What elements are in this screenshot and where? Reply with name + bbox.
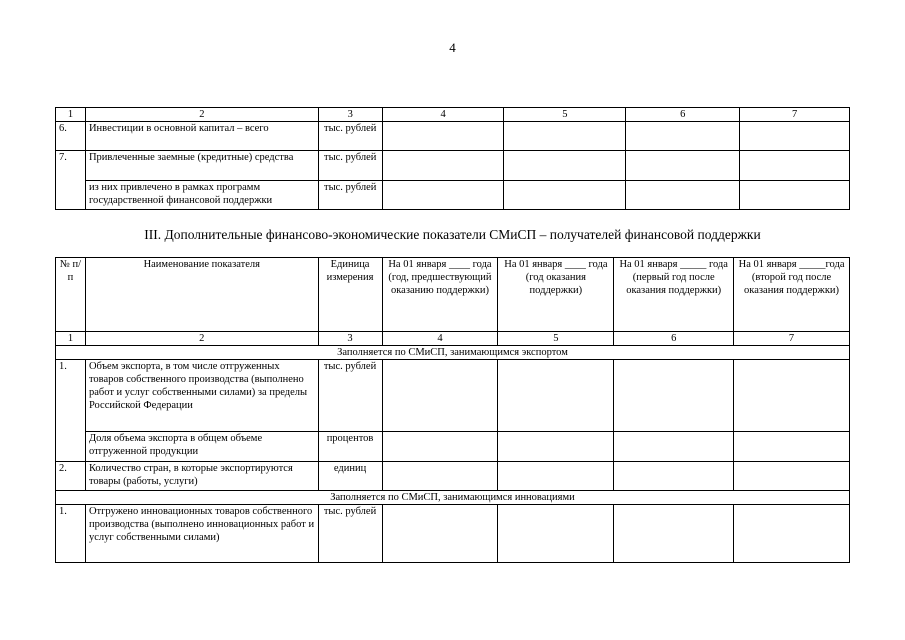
value-cell[interactable] (504, 122, 626, 151)
unit-cell: тыс. рублей (318, 505, 382, 563)
header-number: № п/п (56, 258, 86, 332)
table-row (56, 151, 850, 181)
value-cell[interactable] (740, 181, 850, 210)
value-cell[interactable] (626, 122, 740, 151)
value-cell[interactable] (734, 505, 850, 563)
value-cell[interactable] (734, 432, 850, 462)
innovation-section-label: Заполняется по СМиСП, занимающимся инновациями (56, 491, 850, 505)
additional-indicators-table (55, 257, 850, 563)
row-number: 6. (56, 122, 86, 151)
header-year-support: На 01 января ____ года (год оказания поддержки) (498, 258, 614, 332)
column-number: 7 (734, 332, 850, 346)
unit-cell: единиц (318, 462, 382, 491)
table-row (56, 181, 850, 210)
value-cell[interactable] (382, 432, 498, 462)
table-row (56, 432, 850, 462)
indicator-name: Количество стран, в которые экспортируются товары (работы, услуги) (85, 462, 318, 491)
value-cell[interactable] (382, 462, 498, 491)
unit-cell: процентов (318, 432, 382, 462)
value-cell[interactable] (614, 505, 734, 563)
value-cell[interactable] (626, 181, 740, 210)
table-row (56, 122, 850, 151)
export-section-label: Заполняется по СМиСП, занимающимся экспортом (56, 346, 850, 360)
column-number: 6 (626, 108, 740, 122)
row-number: 1. (56, 360, 86, 462)
table-row (56, 360, 850, 432)
value-cell[interactable] (382, 181, 504, 210)
header-row (56, 258, 850, 332)
column-number: 3 (318, 108, 382, 122)
column-number: 4 (382, 108, 504, 122)
indicator-name: Привлеченные заемные (кредитные) средства (85, 151, 318, 181)
section-row-innovation (56, 491, 850, 505)
value-cell[interactable] (734, 462, 850, 491)
value-cell[interactable] (382, 505, 498, 563)
value-cell[interactable] (734, 360, 850, 432)
unit-cell: тыс. рублей (318, 181, 382, 210)
value-cell[interactable] (614, 360, 734, 432)
column-number: 5 (504, 108, 626, 122)
column-number: 2 (85, 108, 318, 122)
value-cell[interactable] (504, 181, 626, 210)
column-number: 1 (56, 108, 86, 122)
indicator-name: Отгружено инновационных товаров собственного производства (выполнено инновационных работ и услуг собственными силами) (85, 505, 318, 563)
indicator-name: из них привлечено в рамках программ государственной финансовой поддержки (85, 181, 318, 210)
header-year-before: На 01 января ____ года (год, предшествующий оказанию поддержки) (382, 258, 498, 332)
column-number: 4 (382, 332, 498, 346)
header-indicator-name: Наименование показателя (85, 258, 318, 332)
section-title: III. Дополнительные финансово-экономические показатели СМиСП – получателей финансовой поддержки (144, 227, 761, 242)
indicator-name: Объем экспорта, в том числе отгруженных товаров собственного производства (выполнено работ и услуг собственными силами) за пределы Российской Федерации (85, 360, 318, 432)
column-number-row (56, 332, 850, 346)
value-cell[interactable] (740, 122, 850, 151)
column-number: 6 (614, 332, 734, 346)
value-cell[interactable] (614, 432, 734, 462)
table-row (56, 462, 850, 491)
unit-cell: тыс. рублей (318, 122, 382, 151)
value-cell[interactable] (498, 432, 614, 462)
value-cell[interactable] (382, 360, 498, 432)
value-cell[interactable] (382, 151, 504, 181)
column-number: 1 (56, 332, 86, 346)
row-number: 2. (56, 462, 86, 491)
table-row (56, 505, 850, 563)
value-cell[interactable] (626, 151, 740, 181)
value-cell[interactable] (614, 462, 734, 491)
indicator-name: Доля объема экспорта в общем объеме отгруженной продукции (85, 432, 318, 462)
column-number: 7 (740, 108, 850, 122)
column-number-row (56, 108, 850, 122)
header-unit: Единица измерения (318, 258, 382, 332)
value-cell[interactable] (498, 462, 614, 491)
section-row-export (56, 346, 850, 360)
row-number: 1. (56, 505, 86, 563)
indicators-table-continuation (55, 107, 850, 210)
value-cell[interactable] (382, 122, 504, 151)
column-number: 3 (318, 332, 382, 346)
unit-cell: тыс. рублей (318, 151, 382, 181)
value-cell[interactable] (740, 151, 850, 181)
row-number: 7. (56, 151, 86, 210)
page-number: 4 (449, 40, 456, 55)
header-second-year-after: На 01 января _____года (второй год после оказания поддержки) (734, 258, 850, 332)
value-cell[interactable] (498, 360, 614, 432)
unit-cell: тыс. рублей (318, 360, 382, 432)
header-first-year-after: На 01 января _____ года (первый год после оказания поддержки) (614, 258, 734, 332)
column-number: 2 (85, 332, 318, 346)
value-cell[interactable] (498, 505, 614, 563)
column-number: 5 (498, 332, 614, 346)
value-cell[interactable] (504, 151, 626, 181)
indicator-name: Инвестиции в основной капитал – всего (85, 122, 318, 151)
